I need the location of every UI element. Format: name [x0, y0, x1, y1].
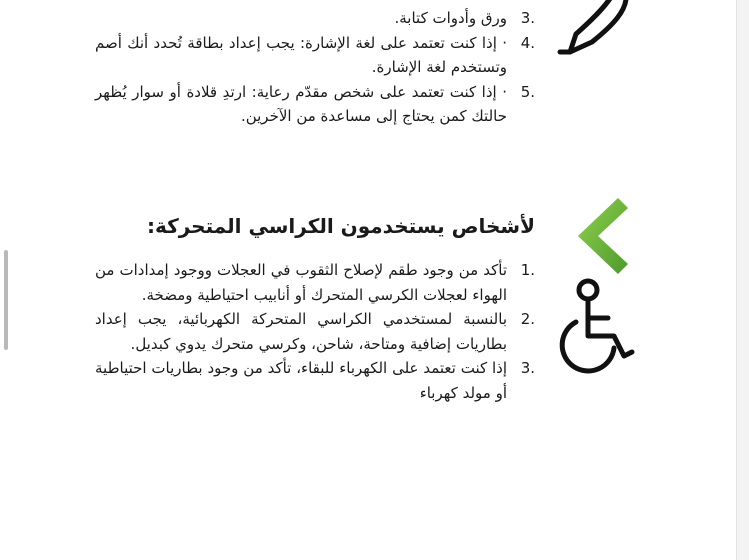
page-edge: [736, 0, 749, 560]
section-heading: لأشخاص يستخدمون الكراسي المتحركة:: [146, 214, 535, 238]
list-number: 5.: [520, 82, 535, 101]
list-item: [95, 307, 535, 356]
wheelchair-icon: [556, 278, 638, 378]
list-item-text: ورق وأدوات كتابة.: [394, 9, 507, 27]
list-item-text: · إذا كنت تعتمد على شخص مقدّم رعاية: ارتدِ قلادة أو سوار يُظهر حالتك كمن يحتاج إلى مساعدة من الآخرين.: [95, 82, 507, 125]
list-item-text: تأكد من وجود طقم لإصلاح الثقوب في العجلات ووجود إمدادات من الهواء لعجلات الكرسي المتحرك أو أنابيب احتياطية ومضخة.: [95, 261, 507, 304]
list-number: 3.: [520, 9, 535, 27]
list-number: 2.: [520, 310, 535, 328]
chevron-left-icon: [574, 196, 632, 276]
list-item-text: بالنسبة لمستخدمي الكراسي المتحركة الكهربائية، يجب إعداد بطاريات إضافية ومتاحة، شاحن، وكرسي متحرك يدوي كبديل.: [95, 310, 507, 353]
list-number: 1.: [520, 261, 535, 279]
list-item: [95, 31, 535, 80]
pen-icon: [556, 0, 636, 60]
list-number: 3.: [520, 359, 535, 377]
list-item: [95, 6, 535, 31]
list-item: [95, 258, 535, 307]
wheelchair-tips-list: [95, 258, 535, 405]
supplies-list: [95, 6, 535, 129]
list-item: [95, 356, 535, 405]
scrollbar[interactable]: [4, 250, 8, 350]
list-item: [95, 80, 535, 129]
list-item-text: · إذا كنت تعتمد على لغة الإشارة: يجب إعداد بطاقة تُحدد أنك أصم وتستخدم لغة الإشارة.: [95, 33, 507, 76]
list-number: 4.: [520, 33, 535, 52]
list-item-text: إذا كنت تعتمد على الكهرباء للبقاء، تأكد من وجود بطاريات احتياطية أو مولد كهرباء: [95, 359, 507, 402]
